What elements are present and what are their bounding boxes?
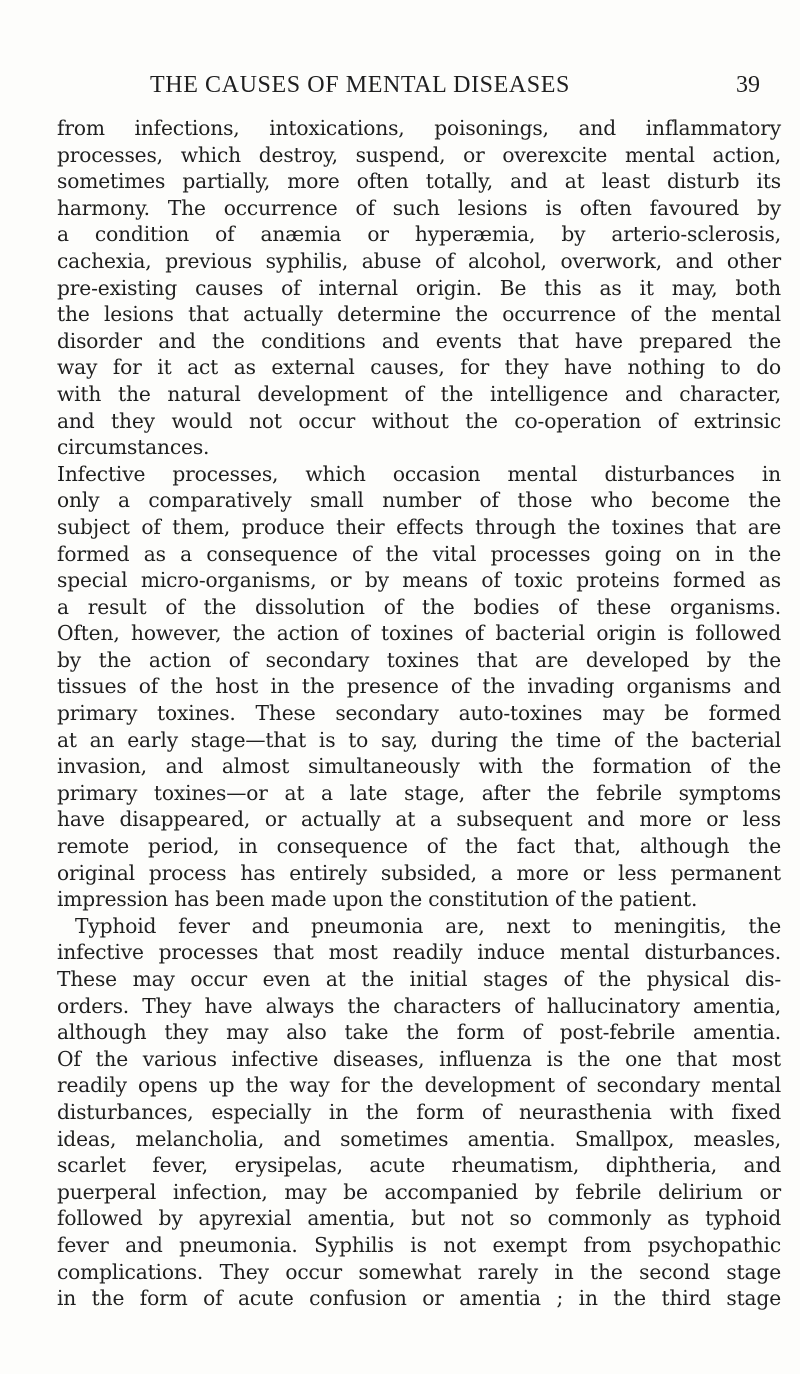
text-line: from infections, intoxications, poisonings, and inflammatory — [57, 116, 781, 140]
text-line: remote period, in consequence of the fact that, although the — [57, 834, 781, 859]
text-line: Infective processes, which occasion mental disturbances in — [57, 461, 781, 486]
text-line: original process has entirely subsided, a more or less permanent — [57, 860, 781, 885]
text-line: readily opens up the way for the development of secondary mental — [57, 1073, 781, 1098]
text-line: in the form of acute confusion or amentia ; in the third stage — [57, 1286, 781, 1311]
text-line: processes, which destroy, suspend, or overexcite mental action, — [57, 142, 781, 167]
page-number: 39 — [736, 72, 760, 98]
running-head: THE CAUSES OF MENTAL DISEASES — [150, 72, 570, 98]
text-line: followed by apyrexial amentia, but not so commonly as typhoid — [57, 1206, 781, 1231]
text-line: by the action of secondary toxines that are developed by the — [57, 647, 781, 672]
text-line: pre-existing causes of internal origin. Be this as it may, both — [57, 275, 781, 300]
page-header — [150, 72, 760, 108]
text-line: Typhoid fever and pneumonia are, next to meningitis, the — [75, 913, 781, 938]
text-line: special micro-organisms, or by means of toxic proteins formed as — [57, 568, 781, 593]
text-line: circumstances. — [57, 435, 210, 460]
text-line: primary toxines—or at a late stage, after the febrile symptoms — [57, 780, 781, 805]
text-line: scarlet fever, erysipelas, acute rheumatism, diphtheria, and — [57, 1153, 781, 1178]
text-line: ideas, melancholia, and sometimes amentia. Smallpox, measles, — [57, 1126, 781, 1151]
text-line: way for it act as external causes, for they have nothing to do — [57, 355, 781, 380]
text-line: infective processes that most readily induce mental disturbances. — [57, 940, 781, 965]
text-line: disorder and the conditions and events that have prepared the — [57, 328, 781, 353]
text-line: impression has been made upon the constitution of the patient. — [57, 887, 698, 912]
text-line: although they may also take the form of post-febrile amentia. — [57, 1020, 781, 1045]
text-line: These may occur even at the initial stages of the physical dis- — [57, 967, 781, 991]
text-line: the lesions that actually determine the occurrence of the mental — [57, 302, 781, 327]
text-line: Often, however, the action of toxines of bacterial origin is followed — [57, 621, 781, 646]
text-line: with the natural development of the intelligence and character, — [57, 381, 781, 406]
text-line: harmony. The occurrence of such lesions is often favoured by — [57, 195, 781, 220]
text-line: subject of them, produce their effects through the toxines that are — [57, 514, 781, 539]
text-line: complications. They occur somewhat rarely in the second stage — [57, 1259, 781, 1284]
text-line: a result of the dissolution of the bodies of these organisms. — [57, 594, 781, 619]
text-line: and they would not occur without the co-operation of extrinsic — [57, 408, 781, 433]
text-line: sometimes partially, more often totally, and at least disturb its — [57, 169, 781, 194]
text-line: disturbances, especially in the form of neurasthenia with fixed — [57, 1099, 781, 1124]
text-line: only a comparatively small number of those who become the — [57, 488, 781, 513]
text-line: Of the various infective diseases, influenza is the one that most — [57, 1046, 781, 1071]
text-line: primary toxines. These secondary auto-toxines may be formed — [57, 701, 781, 726]
text-line: puerperal infection, may be accompanied by febrile delirium or — [57, 1179, 781, 1204]
text-line: at an early stage—that is to say, during the time of the bacterial — [57, 727, 781, 752]
text-line: tissues of the host in the presence of the invading organisms and — [57, 674, 781, 699]
text-line: formed as a consequence of the vital processes going on in the — [57, 541, 781, 566]
text-line: have disappeared, or actually at a subsequent and more or less — [57, 807, 781, 832]
text-line: invasion, and almost simultaneously with the formation of the — [57, 754, 781, 779]
text-line: orders. They have always the characters of hallucinatory amentia, — [57, 993, 781, 1018]
text-line: cachexia, previous syphilis, abuse of alcohol, overwork, and other — [57, 248, 781, 273]
text-line: a condition of anæmia or hyperæmia, by arterio-sclerosis, — [57, 222, 781, 247]
text-line: fever and pneumonia. Syphilis is not exempt from psychopathic — [57, 1232, 781, 1257]
body-text — [57, 115, 781, 1312]
